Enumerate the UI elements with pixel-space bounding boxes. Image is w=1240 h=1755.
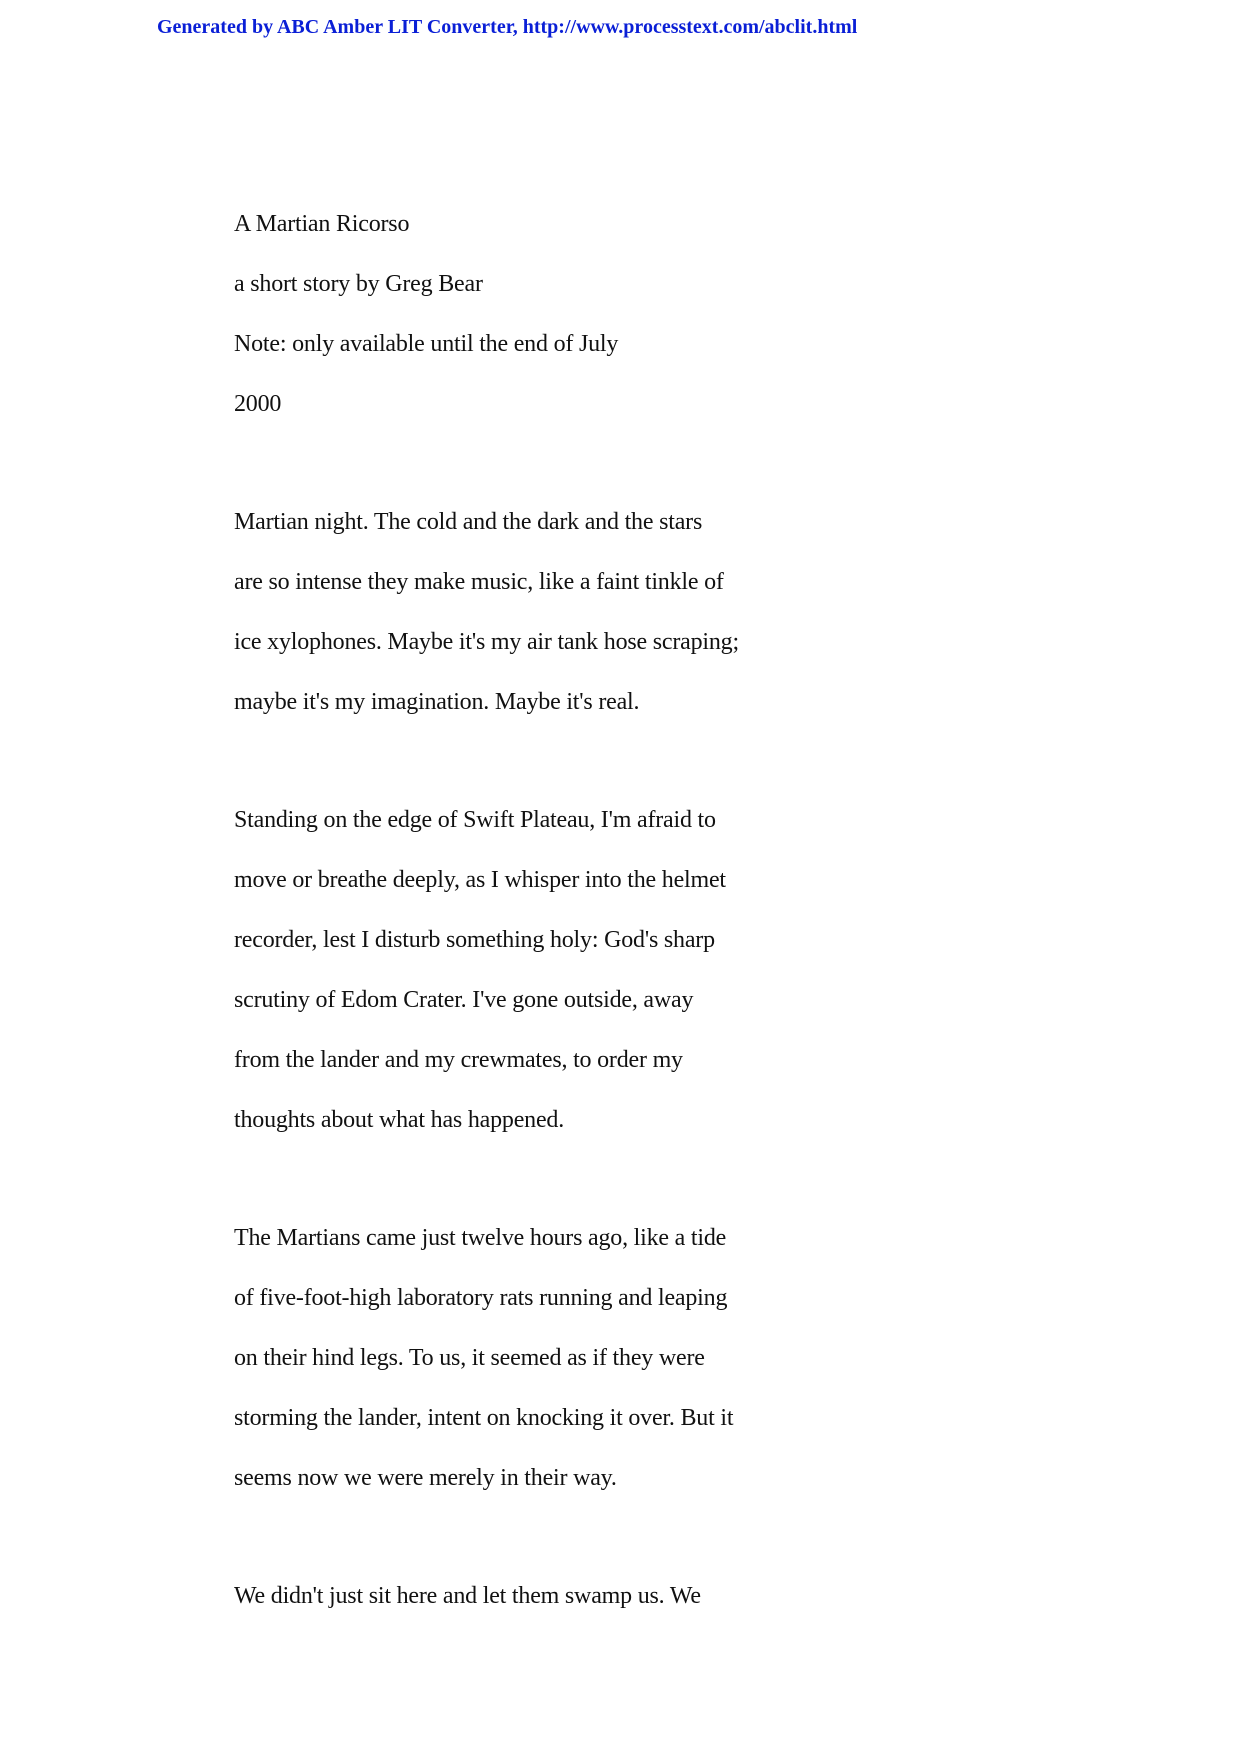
text-line: on their hind legs. To us, it seemed as if they were — [234, 1345, 705, 1371]
text-line: seems now we were merely in their way. — [234, 1465, 617, 1491]
text-line: move or breathe deeply, as I whisper into the helmet — [234, 867, 726, 893]
text-line: of five-foot-high laboratory rats running and leaping — [234, 1285, 728, 1311]
text-line: ice xylophones. Maybe it's my air tank hose scraping; — [234, 629, 739, 655]
title-block — [234, 203, 1134, 443]
availability-note: Note: only available until the end of July — [234, 331, 619, 357]
text-line: from the lander and my crewmates, to order my — [234, 1047, 683, 1073]
paragraph — [234, 1575, 1134, 1635]
generator-link[interactable]: Generated by ABC Amber LIT Converter, http://www.processtext.com/abclit.html — [157, 16, 858, 38]
text-line: Martian night. The cold and the dark and the stars — [234, 509, 703, 535]
paragraph — [234, 1217, 1134, 1517]
note-year: 2000 — [234, 391, 282, 417]
paragraph-gap — [234, 1159, 1134, 1217]
document-body — [234, 203, 1134, 1635]
text-line: Standing on the edge of Swift Plateau, I'm afraid to — [234, 807, 716, 833]
paragraph-gap — [234, 1517, 1134, 1575]
text-line: recorder, lest I disturb something holy: God's sharp — [234, 927, 715, 953]
text-line: scrutiny of Edom Crater. I've gone outside, away — [234, 987, 694, 1013]
text-line: thoughts about what has happened. — [234, 1107, 564, 1133]
text-line: are so intense they make music, like a faint tinkle of — [234, 569, 724, 595]
paragraph — [234, 501, 1134, 741]
story-title: A Martian Ricorso — [234, 211, 410, 237]
text-line: maybe it's my imagination. Maybe it's real. — [234, 689, 640, 715]
paragraph-gap — [234, 443, 1134, 501]
text-line: storming the lander, intent on knocking it over. But it — [234, 1405, 734, 1431]
byline: a short story by Greg Bear — [234, 271, 483, 297]
paragraph — [234, 799, 1134, 1159]
paragraph-gap — [234, 741, 1134, 799]
text-line: We didn't just sit here and let them swamp us. We — [234, 1583, 701, 1609]
text-line: The Martians came just twelve hours ago, like a tide — [234, 1225, 727, 1251]
